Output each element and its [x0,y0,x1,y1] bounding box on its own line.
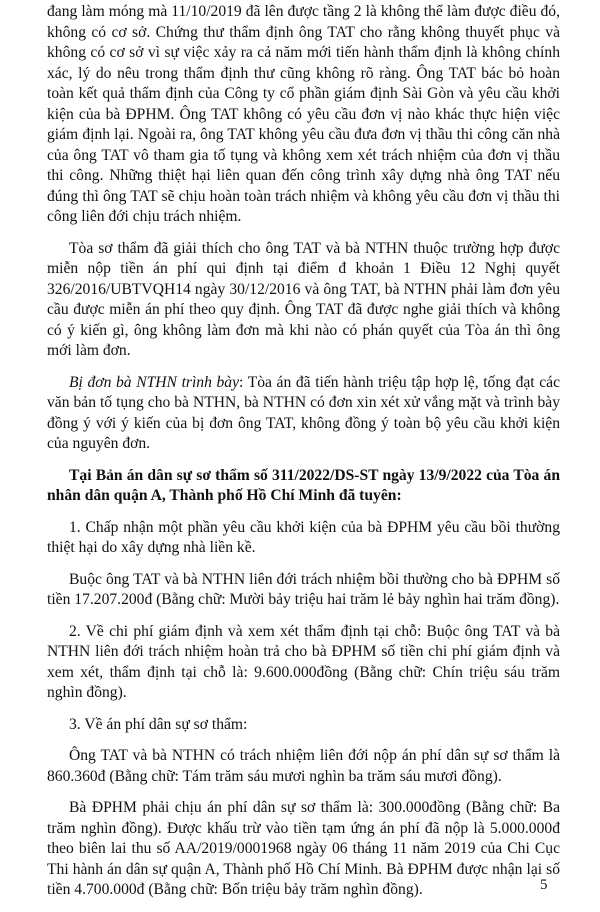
defendant-statement-text: : Tòa án đã tiến hành triệu tập hợp lệ, tống đạt các văn bản tố tụng cho bà NTHN, bà NTHN có đơn xin xét xử vắng mặt và trình bày đồng ý với ý kiến của bị đơn ông TAT, không đồng ý toàn bộ yêu cầu khởi kiện của nguyên đơn. [47,373,560,452]
paragraph-defendant-objection: đang làm móng mà 11/10/2019 đã lên được tầng 2 là không thể làm được điều đó, không có cơ sở. Chứng thư thẩm định ông TAT cho rằng không thuyết phục và không có cơ sở vì sự việc xảy ra cả năm mới tiến hành thẩm định là không chính xác, lý do nêu trong thẩm định thư cũng không rõ ràng. Ông TAT bác bỏ hoàn toàn kết quả thẩm định của Công ty cổ phần giám định Sài Gòn và yêu cầu khởi kiện của bà ĐPHM. Ông TAT không có yêu cầu đơn vị nào khác thực hiện việc giám định lại. Ngoài ra, ông TAT không yêu cầu đưa đơn vị thầu thi công căn nhà của ông TAT vô tham gia tố tụng và không xem xét trách nhiệm của đơn vị thầu thi công. Những thiệt hại liên quan đến công trình xây dựng nhà ông TAT nếu đúng thì ông TAT sẽ chịu hoàn toàn trách nhiệm và không yêu cầu đơn vị thầu thi công liên đới chịu trách nhiệm. [47,3,560,225]
paragraph-defendant-nthn [47,373,560,455]
paragraph-court-fee-defendants: Ông TAT và bà NTHN có trách nhiệm liên đới nộp án phí dân sự sơ thẩm là 860.360đ (Bằng chữ: Tám trăm sáu mươi nghìn ba trăm sáu mươi đồng). [47,747,560,785]
page-number: 5 [540,877,548,893]
paragraph-court-fee-explanation: Tòa sơ thẩm đã giải thích cho ông TAT và bà NTHN thuộc trường hợp được miễn nộp tiền án phí qui định tại điểm đ khoản 1 Điều 12 Nghị quyết 326/2016/UBTVQH14 ngày 30/12/2016 và ông TAT, bà NTHN phải làm đơn yêu cầu được miễn án phí theo quy định. Ông TAT đã được nghe giải thích và không có ý kiến gì, ông không làm đơn mà khi nào có phán quyết của Tòa án thì ông mới làm đơn. [47,239,560,359]
paragraph-compensation: Buộc ông TAT và bà NTHN liên đới trách nhiệm bồi thường cho bà ĐPHM số tiền 17.207.200đ (Bằng chữ: Mười bảy triệu hai trăm lẻ bảy nghìn hai trăm đồng). [47,570,560,608]
paragraph-ruling-3: 3. Về án phí dân sự sơ thẩm: [69,715,248,733]
paragraph-ruling-1: 1. Chấp nhận một phần yêu cầu khởi kiện của bà ĐPHM yêu cầu bồi thường thiệt hại do xây dựng nhà liền kề. [47,518,560,556]
paragraph-court-fee-plaintiff: Bà ĐPHM phải chịu án phí dân sự sơ thẩm là: 300.000đồng (Bằng chữ: Ba trăm nghìn đồng). Được khấu trừ vào tiền tạm ứng án phí đã nộp là 5.000.000đ theo biên lai thu số AA/2019/0001968 ngày 06 tháng 11 năm 2019 của Chi Cục Thi hành án dân sự quận A, Thành phố Hồ Chí Minh. Bà ĐPHM được nhận lại số tiền 4.700.000đ (Bằng chữ: Bốn triệu bảy trăm nghìn đồng). [47,799,560,898]
paragraph-first-instance-judgment: Tại Bản án dân sự sơ thẩm số 311/2022/DS-ST ngày 13/9/2022 của Tòa án nhân dân quận A, Thành phố Hồ Chí Minh đã tuyên: [47,466,560,504]
paragraph-ruling-2: 2. Về chi phí giám định và xem xét thẩm định tại chỗ: Buộc ông TAT và bà NTHN liên đới trách nhiệm hoàn trả cho bà ĐPHM số tiền chi phí giám định và xem xét, thẩm định tại chỗ là: 9.600.000đồng (Bằng chữ: Chín triệu sáu trăm nghìn đồng). [47,622,560,701]
defendant-statement-label: Bị đơn bà NTHN trình bày [69,373,240,391]
document-body [47,2,560,912]
